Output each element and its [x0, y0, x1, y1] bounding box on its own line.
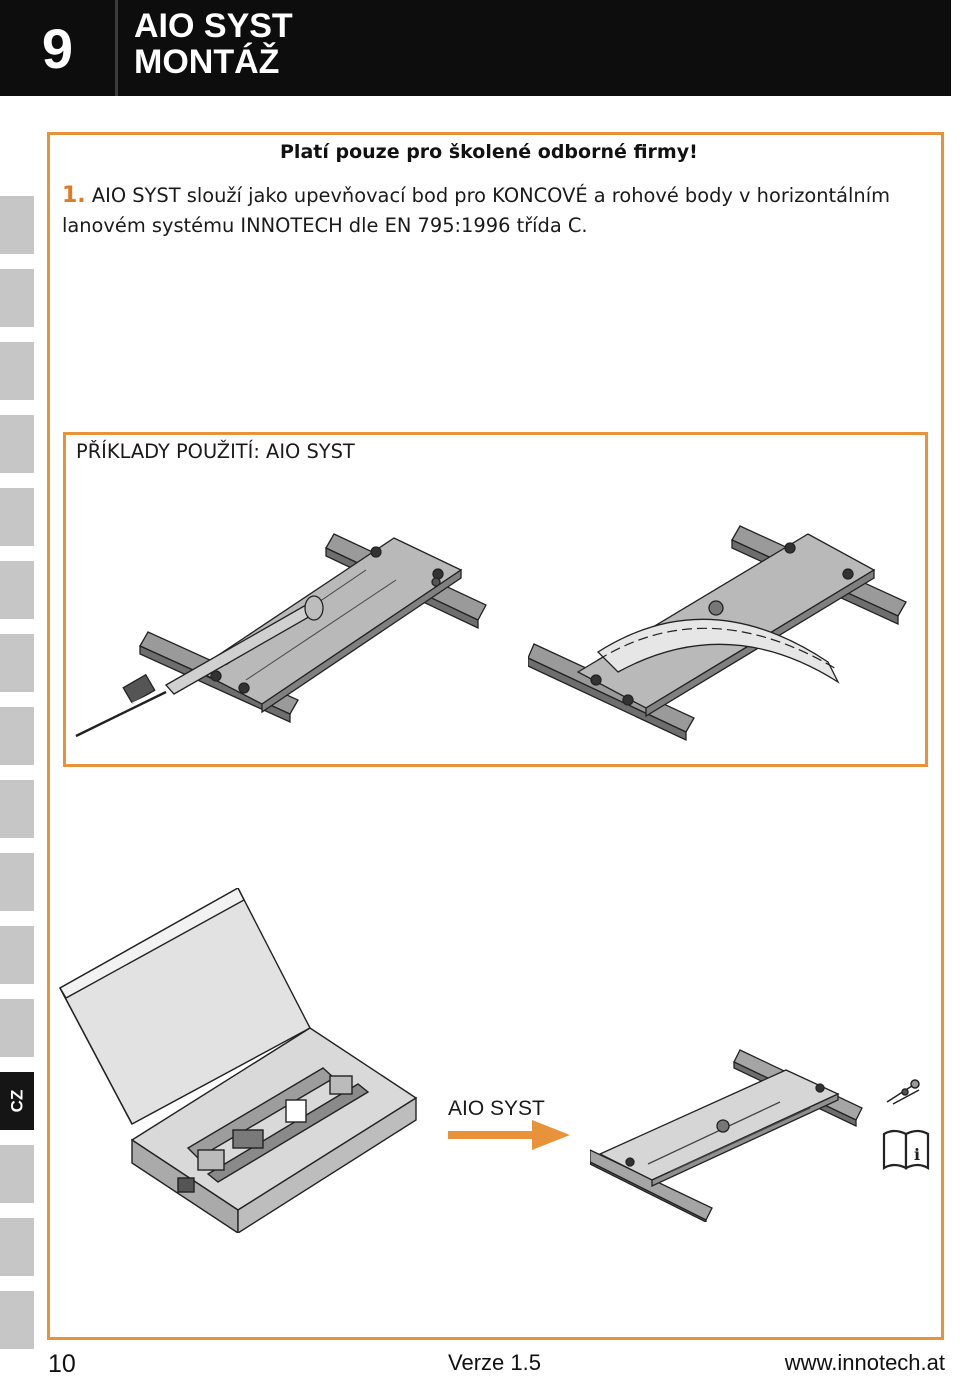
language-tab	[0, 415, 34, 473]
chapter-title-line1: AIO SYST	[134, 7, 293, 45]
language-tab	[0, 1218, 34, 1276]
language-tab	[0, 707, 34, 765]
language-tab	[0, 488, 34, 546]
language-tab	[0, 561, 34, 619]
manual-info-icon	[882, 1128, 930, 1170]
language-tab-label: CZ	[6, 1089, 26, 1113]
language-tab	[0, 1145, 34, 1203]
language-tab	[0, 342, 34, 400]
chapter-title	[134, 8, 293, 80]
examples-title: PŘÍKLADY POUŽITÍ: AIO SYST	[76, 440, 355, 463]
end-point-illustration	[66, 510, 496, 760]
language-tab	[0, 999, 34, 1057]
arrow-right-icon	[448, 1120, 570, 1150]
language-tab	[0, 634, 34, 692]
step-number: 1.	[62, 183, 86, 208]
svg-text:i: i	[913, 1145, 921, 1164]
step-paragraph	[62, 181, 937, 241]
arrow-label: AIO SYST	[448, 1097, 545, 1120]
language-tab	[0, 196, 34, 254]
language-tab	[0, 269, 34, 327]
language-tab-active	[0, 1072, 34, 1130]
screw-icon	[885, 1078, 925, 1106]
language-tab	[0, 1291, 34, 1349]
notice-text: Platí pouze pro školené odborné firmy!	[280, 141, 698, 163]
version-text: Verze 1.5	[448, 1350, 541, 1375]
language-tab	[0, 926, 34, 984]
aio-syst-illustration	[590, 1046, 870, 1222]
package-box-illustration	[58, 888, 428, 1233]
page-number: 10	[48, 1350, 76, 1378]
website-text: www.innotech.at	[784, 1350, 945, 1375]
step-text: AIO SYST slouží jako upevňovací bod pro KONCOVÉ a rohové body v horizontálním lanovém systému INNOTECH dle EN 795:1996 třída C.	[62, 184, 890, 237]
corner-point-illustration	[528, 512, 923, 752]
chapter-title-line2: MONTÁŽ	[134, 43, 280, 81]
language-tab	[0, 780, 34, 838]
chapter-number: 9	[0, 0, 118, 96]
chapter-header	[0, 0, 951, 96]
language-tab	[0, 853, 34, 911]
